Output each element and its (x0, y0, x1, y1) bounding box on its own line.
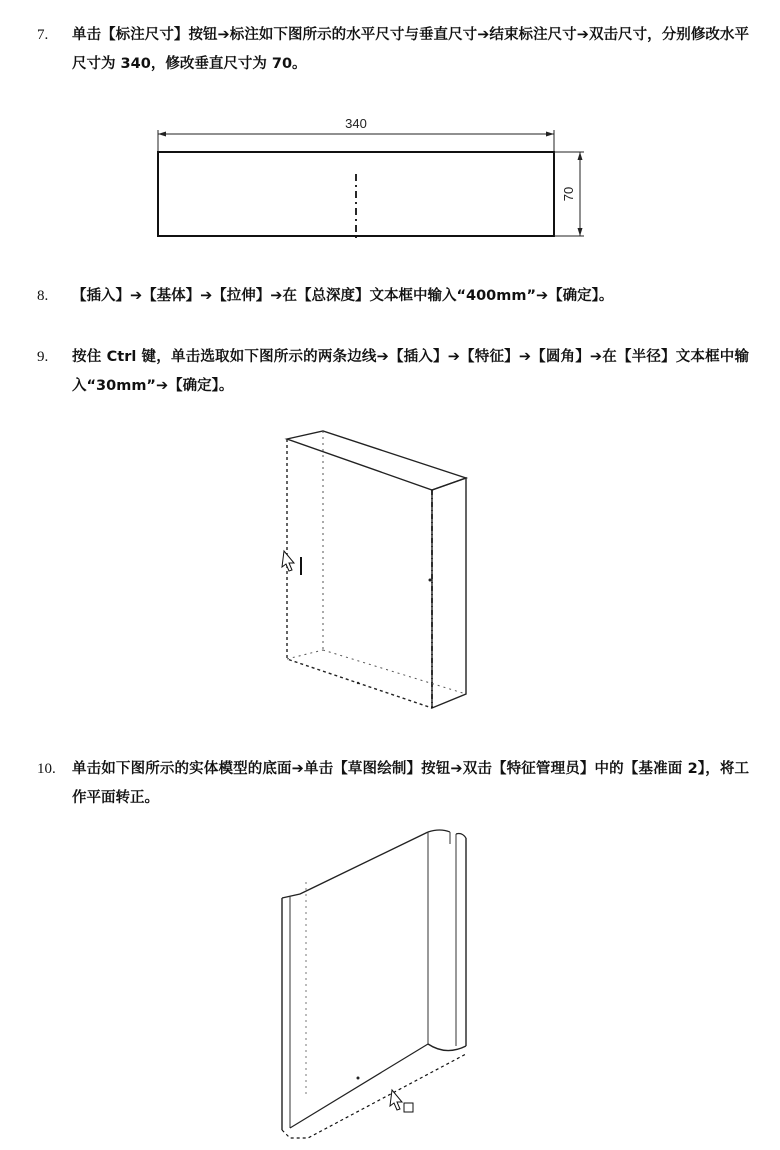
face-select-icon (404, 1103, 413, 1112)
selected-bottom-face (282, 1054, 466, 1138)
block-front-edge-left (287, 439, 432, 708)
block-side-face (432, 478, 466, 708)
solid-top-edge (282, 832, 428, 898)
step-8 (37, 282, 749, 311)
vertical-dimension-label: 70 (561, 186, 576, 202)
cursor-icon (390, 1090, 402, 1110)
step-text: 单击【标注尺寸】按钮➔标注如下图所示的水平尺寸与垂直尺寸➔结束标注尺寸➔双击尺寸，分别修改水平尺寸为 340，修改垂直尺寸为 70。 (72, 27, 749, 72)
step-text: 【插入】➔【基体】➔【拉伸】➔在【总深度】文本框中输入“400mm”➔【确定】。 (72, 288, 614, 304)
filleted-solid-figure (270, 828, 490, 1148)
step-number: 8. (37, 288, 49, 304)
step-text: 按住 Ctrl 键，单击选取如下图所示的两条边线➔【插入】➔【特征】➔【圆角】➔在【半径】文本框中输入“30mm”➔【确定】。 (72, 349, 749, 394)
step-10 (37, 755, 749, 813)
block-top-face (287, 431, 466, 490)
step-9 (37, 343, 749, 401)
fillet-bottom-right (428, 1044, 466, 1051)
step-text: 单击如下图所示的实体模型的底面➔单击【草图绘制】按钮➔双击【特征管理员】中的【基准面 2】，将工作平面转正。 (72, 761, 749, 806)
sketch-dimension-figure (140, 110, 600, 250)
cursor-icon (282, 551, 294, 571)
step-number: 7. (37, 27, 49, 43)
extruded-block-figure (270, 425, 480, 725)
horizontal-dimension-label: 340 (345, 116, 367, 131)
step-7 (37, 21, 749, 79)
step-number: 10. (37, 761, 56, 777)
step-number: 9. (37, 349, 49, 365)
